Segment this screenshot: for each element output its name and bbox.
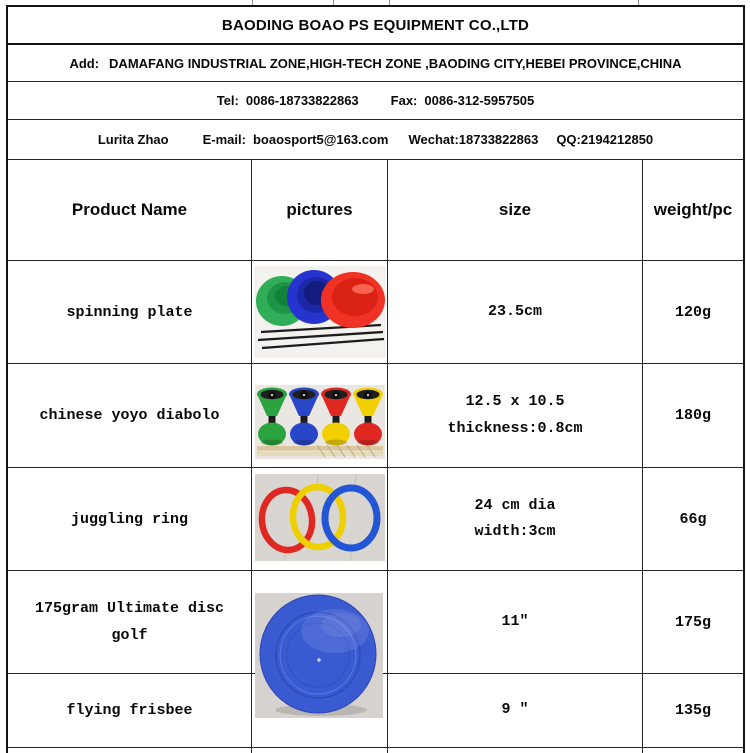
diabolo-photo <box>255 385 385 459</box>
table-header-row <box>8 160 743 261</box>
company-name: BAODING BOAO PS EQUIPMENT CO.,LTD <box>221 16 530 34</box>
product-weight: 135g <box>674 702 711 719</box>
product-name: spinning plate <box>8 261 252 363</box>
address-label: Add: <box>69 55 100 71</box>
contact-row <box>8 120 743 160</box>
wechat-id: Wechat:18733822863 <box>408 132 539 147</box>
product-name: 175gram Ultimate disc golf <box>8 571 252 673</box>
product-name: juggling ring <box>8 468 252 570</box>
spinning-plate-photo <box>254 266 386 358</box>
contact-person: Lurita Zhao <box>97 132 169 147</box>
table-row <box>8 468 743 571</box>
product-size-cell <box>388 261 643 363</box>
product-size-cell <box>388 468 643 570</box>
tel-fax-row <box>8 82 743 120</box>
product-spec-sheet <box>6 5 745 753</box>
product-picture-cell <box>252 468 388 570</box>
size-line-1: 23.5cm <box>487 302 542 320</box>
partial-next-row <box>8 748 743 753</box>
product-weight: 66g <box>679 510 707 528</box>
header-weight: weight/pc <box>653 200 733 219</box>
header-size: size <box>388 160 643 260</box>
frisbee-photo-container <box>255 593 383 718</box>
product-name: flying frisbee <box>8 674 252 747</box>
header-pictures: pictures <box>252 160 388 260</box>
juggling-ring-photo <box>255 474 385 561</box>
company-name-row <box>8 7 743 45</box>
product-size-cell <box>388 674 643 747</box>
size-line-1: 9 ″ <box>501 701 529 719</box>
fax-number: 0086-312-5957505 <box>424 93 535 108</box>
size-line-1: 11″ <box>501 612 529 630</box>
product-name: chinese yoyo diabolo <box>8 364 252 467</box>
fax-label: Fax: <box>390 93 418 108</box>
product-weight: 180g <box>674 407 711 424</box>
header-product-name: Product Name <box>8 160 252 260</box>
size-line-2: thickness:0.8cm <box>447 419 583 437</box>
frisbee-photo <box>255 593 383 718</box>
address-value: DAMAFANG INDUSTRIAL ZONE,HIGH-TECH ZONE ,BAODING CITY,HEBEI PROVINCE,CHINA <box>109 55 682 71</box>
size-line-1: 24 cm dia <box>474 496 556 514</box>
product-weight: 120g <box>674 303 711 321</box>
tel-label: Tel: <box>216 93 239 108</box>
tel-number: 0086-18733822863 <box>245 93 359 108</box>
product-picture-cell <box>252 261 388 363</box>
product-picture-cell <box>252 364 388 467</box>
product-size-cell <box>388 571 643 673</box>
size-line-1: 12.5 x 10.5 <box>465 393 565 411</box>
email-label: E-mail: <box>202 132 246 147</box>
email-address: boaosport5@163.com <box>252 132 389 147</box>
size-line-2: width:3cm <box>474 523 556 540</box>
address-row <box>8 45 743 82</box>
product-size-cell <box>388 364 643 467</box>
qq-id: QQ:2194212850 <box>556 132 654 147</box>
table-row <box>8 261 743 364</box>
table-row <box>8 364 743 468</box>
product-weight: 175g <box>674 613 711 631</box>
